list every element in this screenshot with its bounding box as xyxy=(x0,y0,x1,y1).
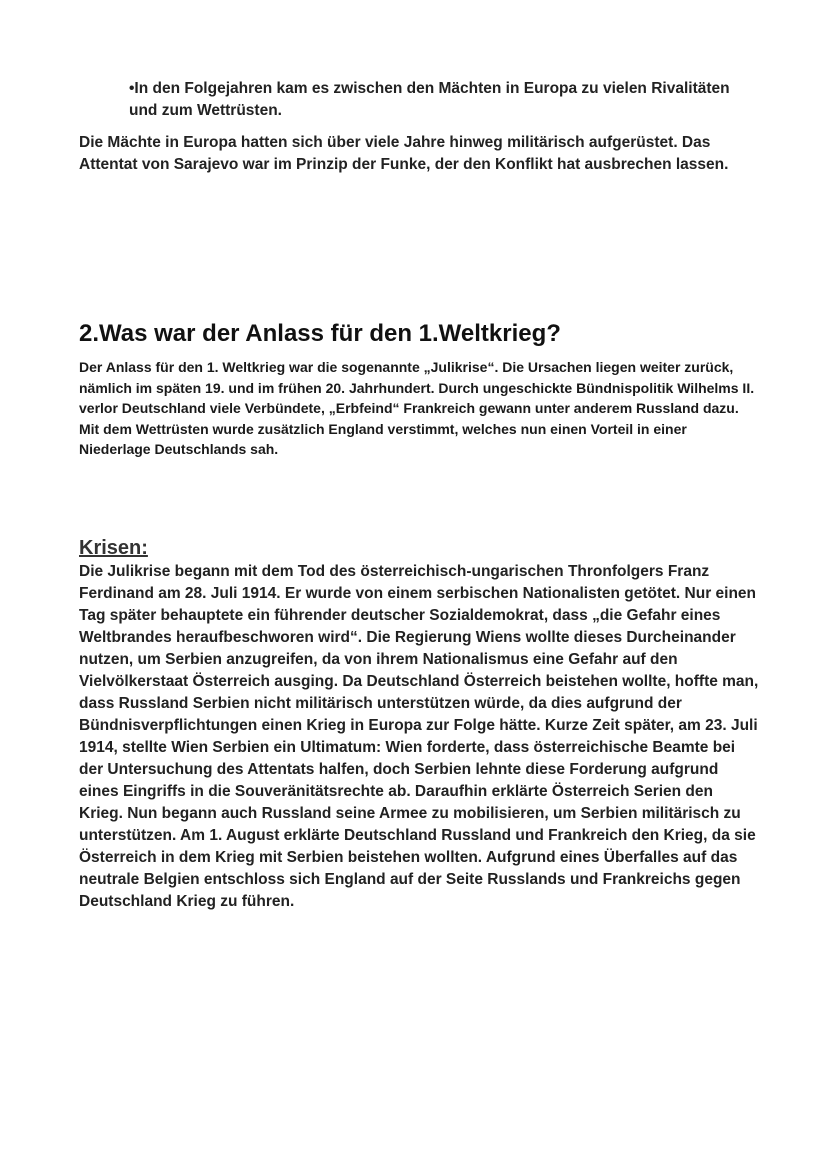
section-heading-anlass: 2.Was war der Anlass für den 1.Weltkrieg? xyxy=(79,320,561,347)
bullet-paragraph: •In den Folgejahren kam es zwischen den Mächten in Europa zu vielen Rivalitäten und zum Wettrüsten. xyxy=(129,80,730,119)
intro-paragraph: Die Mächte in Europa hatten sich über viele Jahre hinweg militärisch aufgerüstet. Das Attentat von Sarajevo war im Prinzip der Funke, der den Konflikt hat ausbrechen lassen. xyxy=(79,134,729,173)
krisen-paragraph: Die Julikrise begann mit dem Tod des österreichisch-ungarischen Thronfolgers Franz Ferdinand am 28. Juli 1914. Er wurde von einem serbischen Nationalisten getötet. Nur einen Tag später behauptete ein führender deutscher Sozialdemokrat, dass „die Gefahr eines Weltbrandes heraufbeschworen wird“. Die Regierung Wiens wollte dieses Durcheinander nutzen, um Serbien anzugreifen, da von ihrem Nationalismus eine Gefahr auf den Vielvölkerstaat Österreich ausging. Da Deutschland Österreich beistehen wollte, hoffte man, dass Russland Serbien nicht militärisch unterstützen würde, da dies aufgrund der Bündnisverpflichtungen einen Krieg in Europa zur Folge hätte. Kurze Zeit später, am 23. Juli 1914, stellte Wien Serbien ein Ultimatum: Wien forderte, dass österreichische Beamte bei der Untersuchung des Attentats halfen, doch Serbien lehnte diese Forderung aufgrund eines Eingriffs in die Souveränitätsrechte ab. Daraufhin erklärte Österreich Serien den Krieg. Nun begann auch Russland seine Armee zu mobilisieren, um Serbien militärisch zu unterstützen. Am 1. August erklärte Deutschland Russland und Frankreich den Krieg, da sie Österreich in dem Krieg mit Serbien beistehen wollten. Aufgrund eines Überfalles auf das neutrale Belgien entschloss sich England auf der Seite Russlands und Frankreichs gegen Deutschland Krieg zu führen. xyxy=(79,563,759,910)
anlass-paragraph: Der Anlass für den 1. Weltkrieg war die sogenannte „Julikrise“. Die Ursachen liegen weiter zurück, nämlich im späten 19. und im frühen 20. Jahrhundert. Durch ungeschickte Bündnispolitik Wilhelms II. verlor Deutschland viele Verbündete, „Erbfeind“ Frankreich gewann unter anderem Russland dazu. Mit dem Wettrüsten wurde zusätzlich England verstimmt, welches nun einen Vorteil in einer Niederlage Deutschlands sah. xyxy=(79,359,755,457)
section-heading-krisen: Krisen: xyxy=(79,537,148,559)
